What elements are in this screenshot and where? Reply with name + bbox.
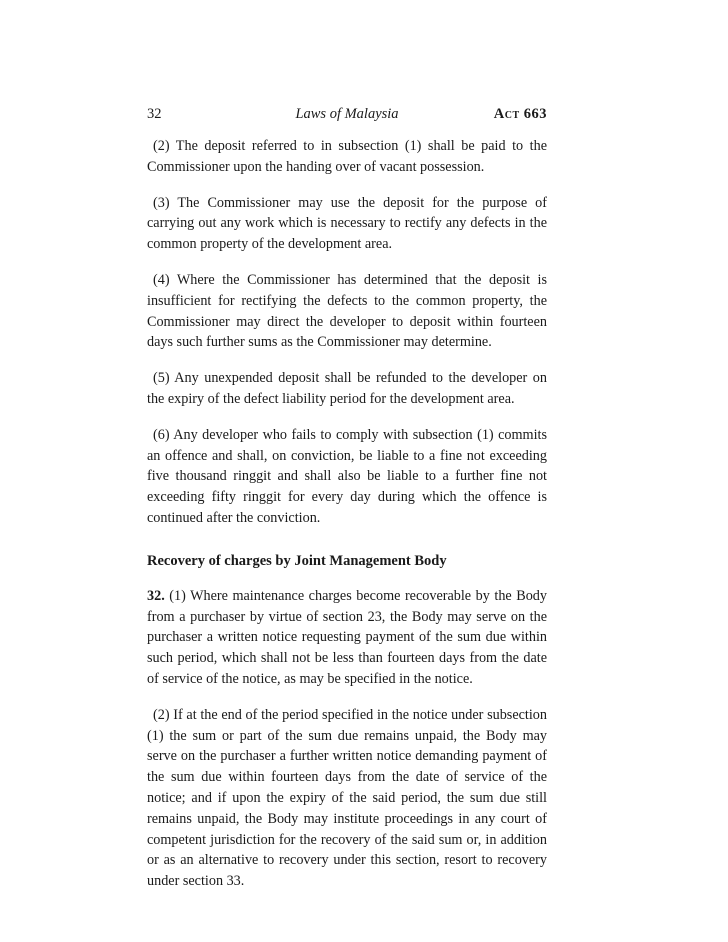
document-title: Laws of Malaysia bbox=[295, 106, 399, 122]
subsection-2: (2) The deposit referred to in subsection (1) shall be paid to the Commissioner upon the handing over of vacant possession. bbox=[147, 138, 547, 175]
document-page bbox=[147, 104, 547, 892]
subsection-5: (5) Any unexpended deposit shall be refunded to the developer on the expiry of the defect liability period for the development area. bbox=[147, 370, 547, 407]
page-number: 32 bbox=[147, 106, 162, 122]
section-32-subsection-1-text: (1) Where maintenance charges become recoverable by the Body from a purchaser by virtue of section 23, the Body may serve on the purchaser a written notice requesting payment of the sum due within such period, which shall not be less than fourteen days from the date of service of the notice, as may be specified in the notice. bbox=[147, 587, 547, 687]
section-32-subsection-1 bbox=[147, 586, 547, 690]
subsection-4: (4) Where the Commissioner has determined that the deposit is insufficient for rectifying the defects to the common property, the Commissioner may direct the developer to deposit within fourteen days such further sums as the Commissioner may determine. bbox=[147, 271, 547, 351]
subsection-6: (6) Any developer who fails to comply with subsection (1) commits an offence and shall, on conviction, be liable to a fine not exceeding five thousand ringgit and shall also be liable to a further fine not exceeding fifty ringgit for every day during which the offence is continued after the conviction. bbox=[147, 426, 547, 526]
subsection-3: (3) The Commissioner may use the deposit for the purpose of carrying out any work which is necessary to rectify any defects in the common property of the development area. bbox=[147, 194, 547, 253]
running-header bbox=[147, 104, 547, 124]
section-number: 32. bbox=[147, 587, 165, 604]
section-32-subsection-2: (2) If at the end of the period specified in the notice under subsection (1) the sum or part of the sum due remains unpaid, the Body may serve on the purchaser a further written notice demanding payment of the sum due within fourteen days from the date of service of the notice; and if upon the expiry of the said period, the sum due still remains unpaid, the Body may institute proceedings in any court of competent jurisdiction for the recovery of the said sum or, in addition or as an alternative to recovery under this section, resort to recovery under section 33. bbox=[147, 706, 547, 890]
act-number: Act 663 bbox=[493, 106, 547, 122]
section-heading: Recovery of charges by Joint Management Body bbox=[147, 552, 447, 569]
